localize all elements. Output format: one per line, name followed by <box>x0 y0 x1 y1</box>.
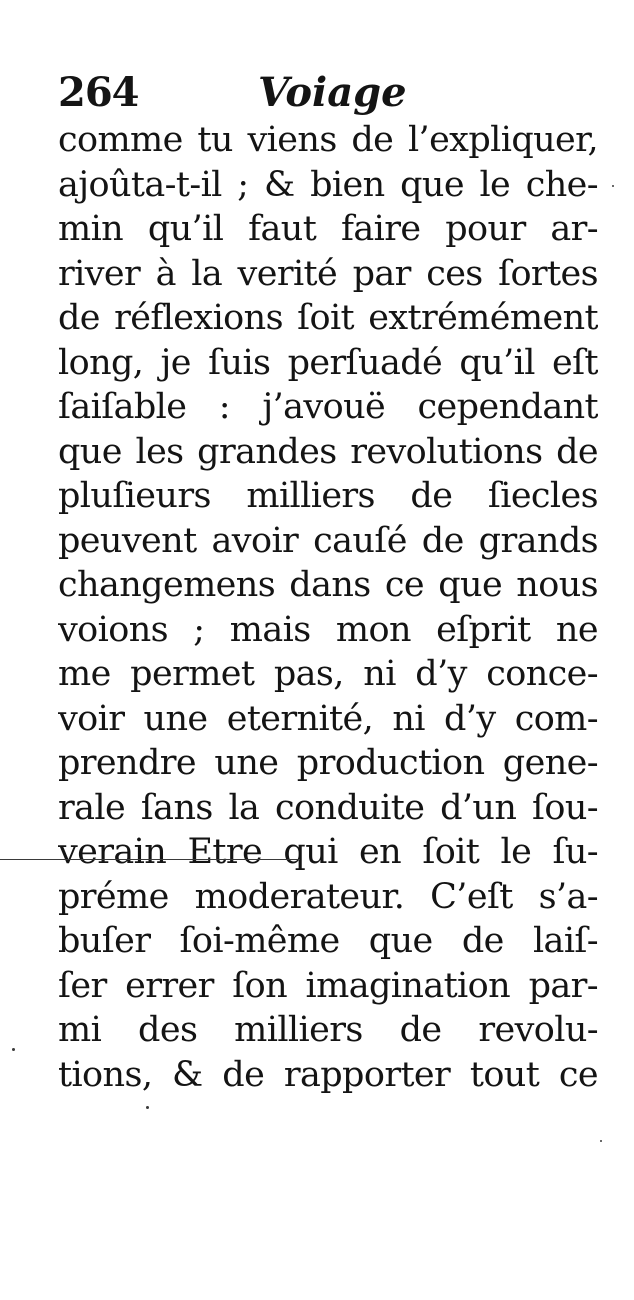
text-line: voions ; mais mon eſprit ne <box>58 609 598 650</box>
ink-speck <box>600 1140 602 1142</box>
page-header <box>58 68 588 118</box>
ink-speck <box>146 1106 149 1109</box>
text-line: que les grandes revolutions de <box>58 431 598 472</box>
text-line: changemens dans ce que nous <box>58 565 598 605</box>
text-line: buſer ſoi-même que de laiſ- <box>58 921 598 961</box>
text-line: ſer errer ſon imagination par- <box>58 965 598 1006</box>
running-head: Voiage <box>258 69 407 116</box>
ink-speck <box>612 185 614 187</box>
text-line: me permet pas, ni d’y conce- <box>58 654 598 694</box>
page-number: 264 <box>58 69 139 116</box>
text-line: pluſieurs milliers de ſiecles <box>58 476 598 516</box>
text-line: voir une eternité, ni d’y com- <box>58 698 598 739</box>
text-line: peuvent avoir cauſé de grands <box>58 520 598 561</box>
text-line: tions, & de rapporter tout ce <box>58 1054 598 1095</box>
text-line: ſaiſable : j’avouë cependant <box>58 387 598 427</box>
text-line: river à la verité par ces ſortes <box>58 253 598 294</box>
text-line: verain Etre qui en ſoit le ſu- <box>58 832 598 872</box>
body-text <box>58 118 598 1097</box>
text-line: comme tu viens de l’expliquer, <box>58 120 598 160</box>
text-line: ajoûta-t-il ; & bien que le che- <box>58 164 598 205</box>
text-line: mi des milliers de revolu- <box>58 1010 598 1050</box>
text-line: de réflexions ſoit extrémément <box>58 298 598 338</box>
text-line: min qu’il faut faire pour ar- <box>58 209 598 249</box>
text-line: long, je ſuis perſuadé qu’il eſt <box>58 342 598 383</box>
scan-line-artifact <box>0 859 300 860</box>
ink-speck <box>12 1048 15 1051</box>
text-line: rale ſans la conduite d’un ſou- <box>58 787 598 828</box>
text-line: préme moderateur. C’eſt s’a- <box>58 876 598 917</box>
text-line: prendre une production gene- <box>58 743 598 783</box>
